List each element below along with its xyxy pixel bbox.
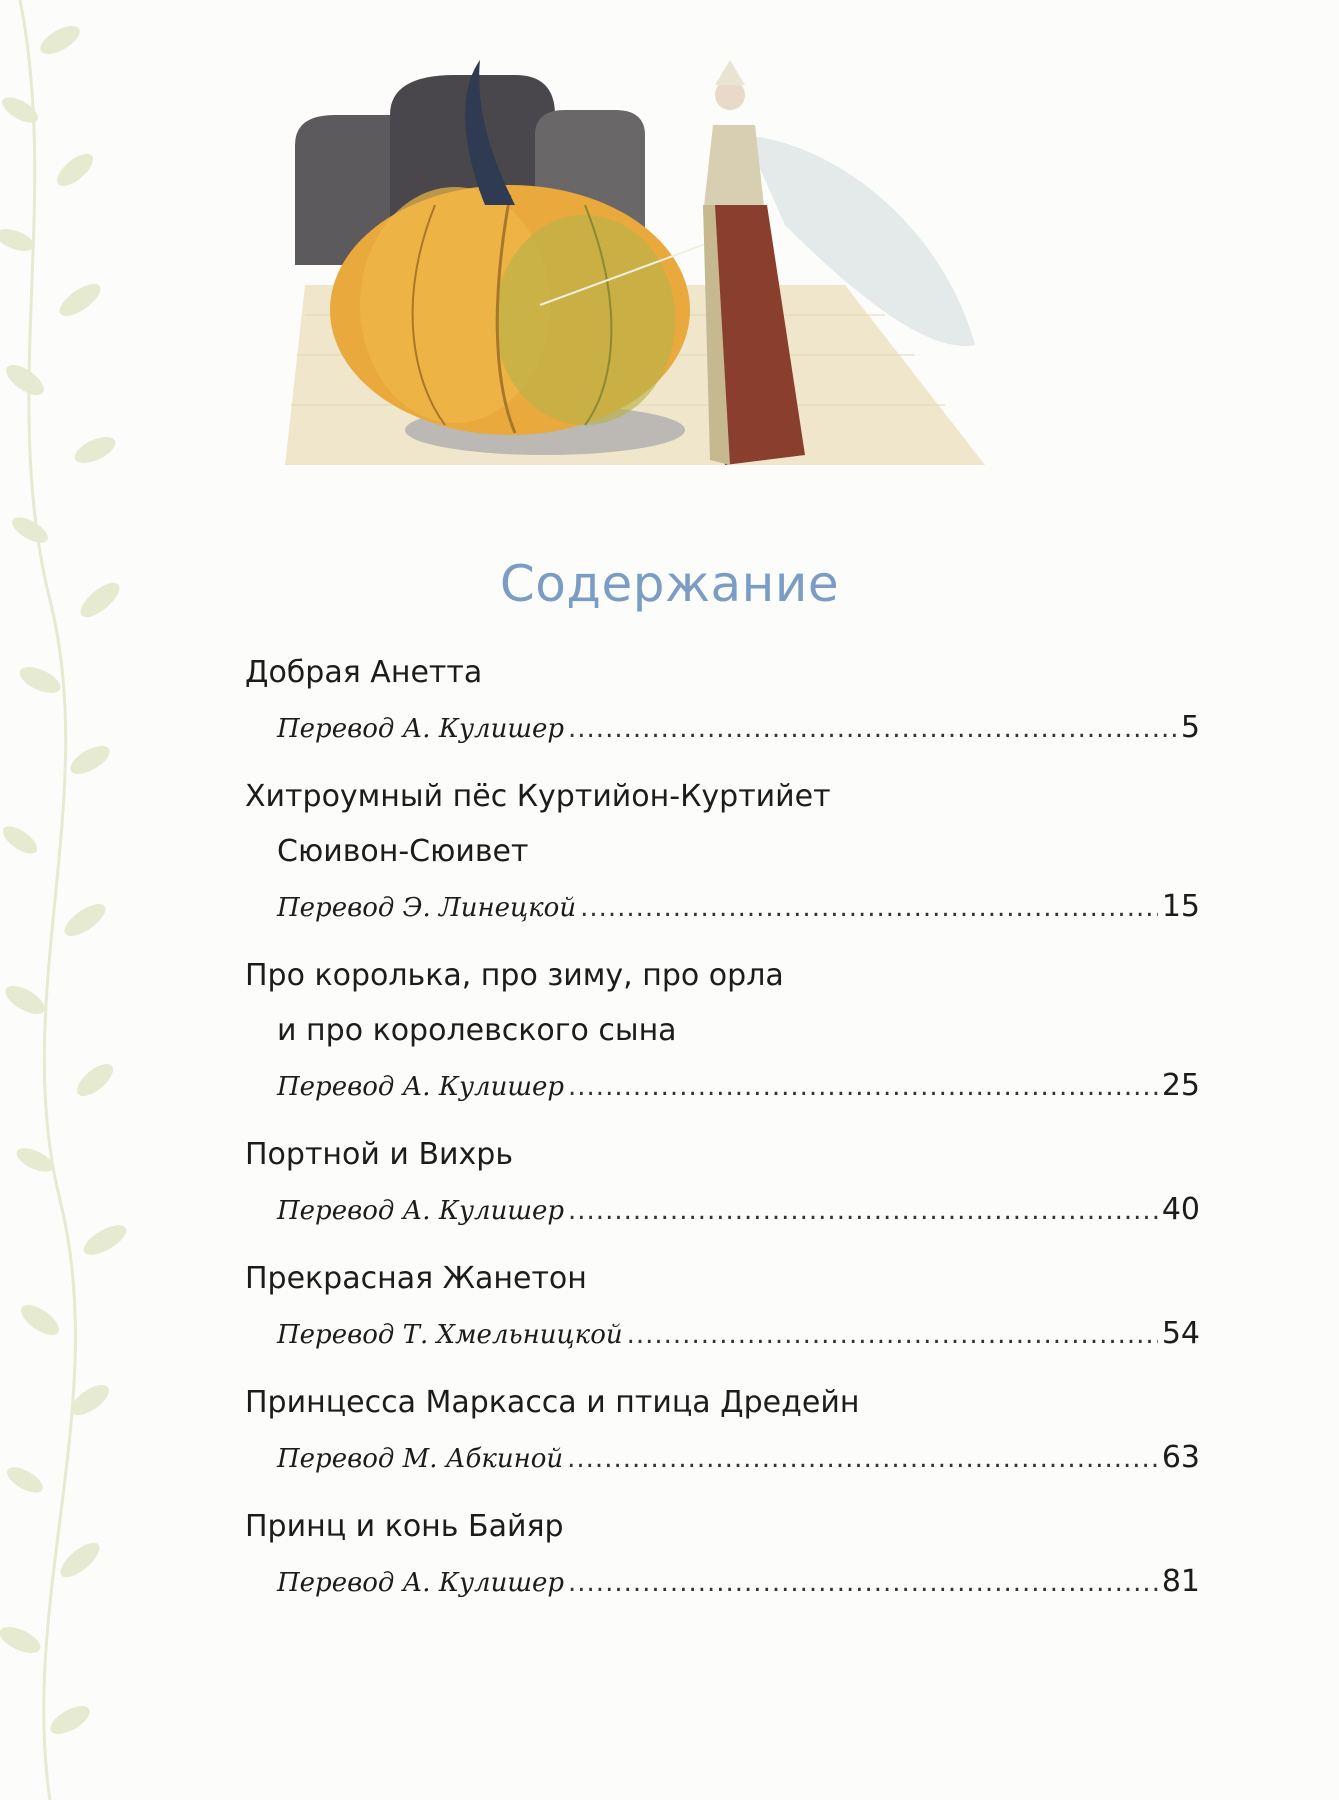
translator-credit: Перевод Т. Хмельницкой: [277, 1320, 623, 1350]
toc-entry[interactable]: [245, 769, 1200, 936]
dot-leader: [568, 1184, 1158, 1239]
dot-leader: [627, 1308, 1158, 1363]
table-of-contents: [245, 645, 1200, 1623]
dot-leader: [567, 1432, 1158, 1487]
story-title: Добрая Анетта: [245, 655, 483, 690]
decorative-vine-border: [0, 0, 160, 1800]
page-number: 40: [1161, 1192, 1200, 1227]
dot-leader: [568, 702, 1177, 757]
translator-credit: Перевод А. Кулишер: [277, 1072, 565, 1102]
dot-leader: [580, 881, 1158, 936]
translator-credit: Перевод М. Абкиной: [277, 1444, 564, 1474]
page-number: 25: [1161, 1068, 1200, 1103]
page-number: 63: [1161, 1440, 1200, 1475]
translator-credit: Перевод А. Кулишер: [277, 1568, 565, 1598]
dot-leader: [568, 1060, 1158, 1115]
page-number: 81: [1161, 1564, 1200, 1599]
page-number: 5: [1180, 710, 1200, 745]
translator-credit: Перевод Э. Линецкой: [277, 893, 577, 923]
toc-entry[interactable]: [245, 1499, 1200, 1611]
story-title: Прекрасная Жанетон: [245, 1261, 587, 1296]
story-title: Принц и конь Байяр: [245, 1509, 564, 1544]
story-title-continued: Сюивон-Сюивет: [277, 834, 529, 869]
translator-credit: Перевод А. Кулишер: [277, 1196, 565, 1226]
translator-line: [245, 1306, 1200, 1363]
story-title: Хитроумный пёс Куртийон-Куртийет: [245, 779, 831, 814]
translator-line: [245, 1058, 1200, 1115]
translator-line: [245, 700, 1200, 757]
story-title: Принцесса Маркасса и птица Дредейн: [245, 1385, 860, 1420]
translator-line: [245, 1182, 1200, 1239]
dot-leader: [568, 1556, 1158, 1611]
page-number: 54: [1161, 1316, 1200, 1351]
story-title: Портной и Вихрь: [245, 1137, 514, 1172]
translator-line: [245, 879, 1200, 936]
translator-credit: Перевод А. Кулишер: [277, 714, 565, 744]
toc-entry[interactable]: [245, 1375, 1200, 1487]
toc-entry[interactable]: [245, 1251, 1200, 1363]
toc-entry[interactable]: [245, 1127, 1200, 1239]
pumpkin-illustration: [285, 55, 1115, 510]
story-title-continued: и про королевского сына: [277, 1013, 677, 1048]
translator-line: [245, 1554, 1200, 1611]
toc-heading: Содержание: [499, 555, 840, 613]
translator-line: [245, 1430, 1200, 1487]
story-title: Про королька, про зиму, про орла: [245, 958, 784, 993]
page-number: 15: [1161, 889, 1200, 924]
toc-entry[interactable]: [245, 645, 1200, 757]
toc-entry[interactable]: [245, 948, 1200, 1115]
